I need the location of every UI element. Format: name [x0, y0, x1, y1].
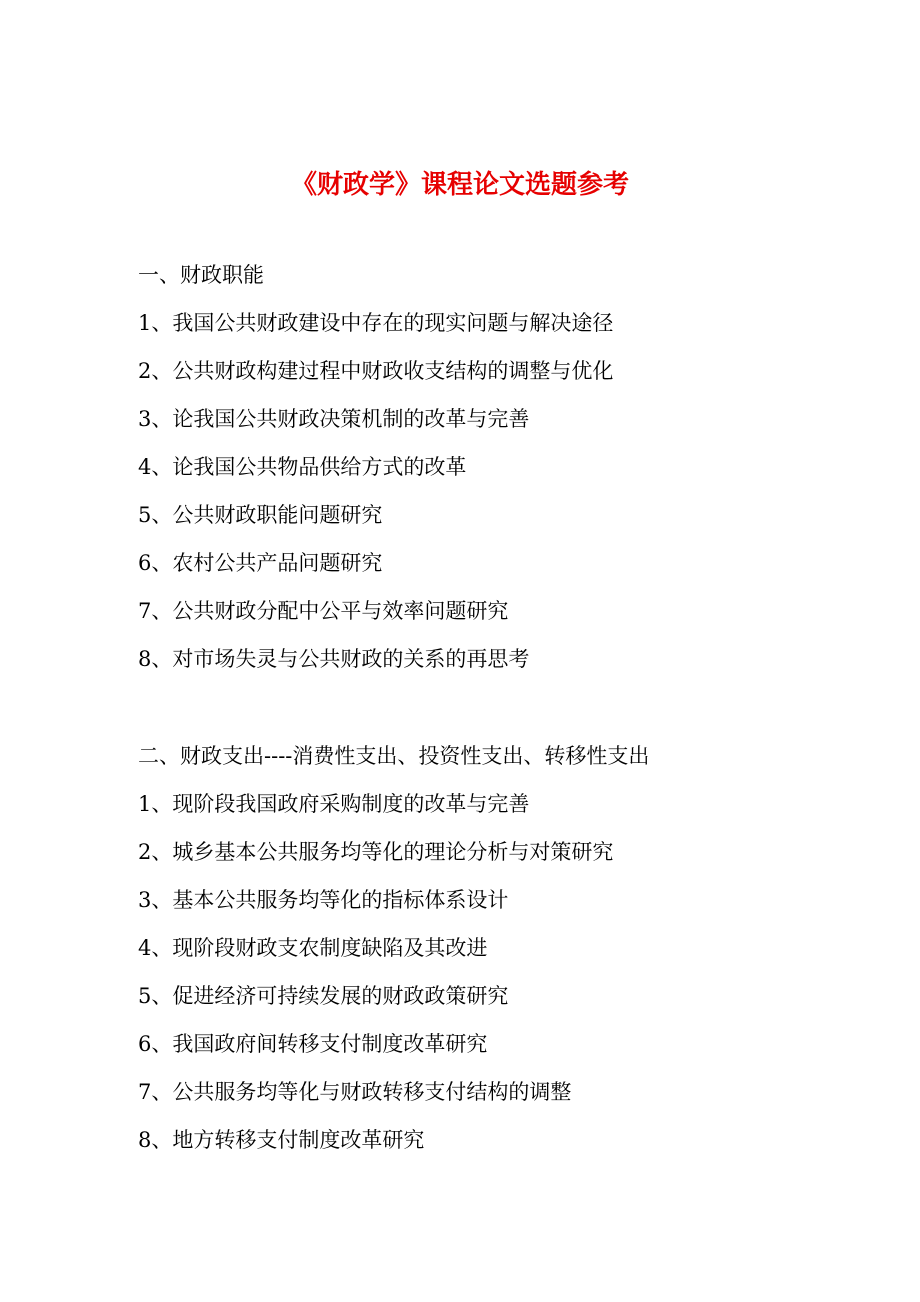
topic-item: 2、公共财政构建过程中财政收支结构的调整与优化: [138, 359, 614, 383]
topic-list: [138, 310, 878, 694]
document-title: 《财政学》课程论文选题参考: [290, 170, 629, 200]
section-fiscal-expenditure: [138, 743, 878, 1175]
section-heading: 一、财政职能: [138, 263, 264, 287]
topic-item: 4、现阶段财政支农制度缺陷及其改进: [138, 936, 488, 960]
topic-item: 2、城乡基本公共服务均等化的理论分析与对策研究: [138, 840, 614, 864]
topic-list: [138, 791, 878, 1175]
section-heading: 二、财政支出----消费性支出、投资性支出、转移性支出: [138, 744, 650, 768]
topic-item: 5、公共财政职能问题研究: [138, 503, 383, 527]
topic-item: 8、对市场失灵与公共财政的关系的再思考: [138, 647, 530, 671]
section-fiscal-functions: [138, 262, 878, 694]
topic-item: 7、公共服务均等化与财政转移支付结构的调整: [138, 1080, 572, 1104]
topic-item: 1、现阶段我国政府采购制度的改革与完善: [138, 792, 530, 816]
topic-item: 5、促进经济可持续发展的财政政策研究: [138, 984, 509, 1008]
topic-item: 6、农村公共产品问题研究: [138, 551, 383, 575]
topic-item: 1、我国公共财政建设中存在的现实问题与解决途径: [138, 311, 614, 335]
topic-item: 7、公共财政分配中公平与效率问题研究: [138, 599, 509, 623]
topic-item: 4、论我国公共物品供给方式的改革: [138, 455, 467, 479]
topic-item: 8、地方转移支付制度改革研究: [138, 1128, 425, 1152]
topic-item: 3、论我国公共财政决策机制的改革与完善: [138, 407, 530, 431]
topic-item: 6、我国政府间转移支付制度改革研究: [138, 1032, 488, 1056]
topic-item: 3、基本公共服务均等化的指标体系设计: [138, 888, 509, 912]
